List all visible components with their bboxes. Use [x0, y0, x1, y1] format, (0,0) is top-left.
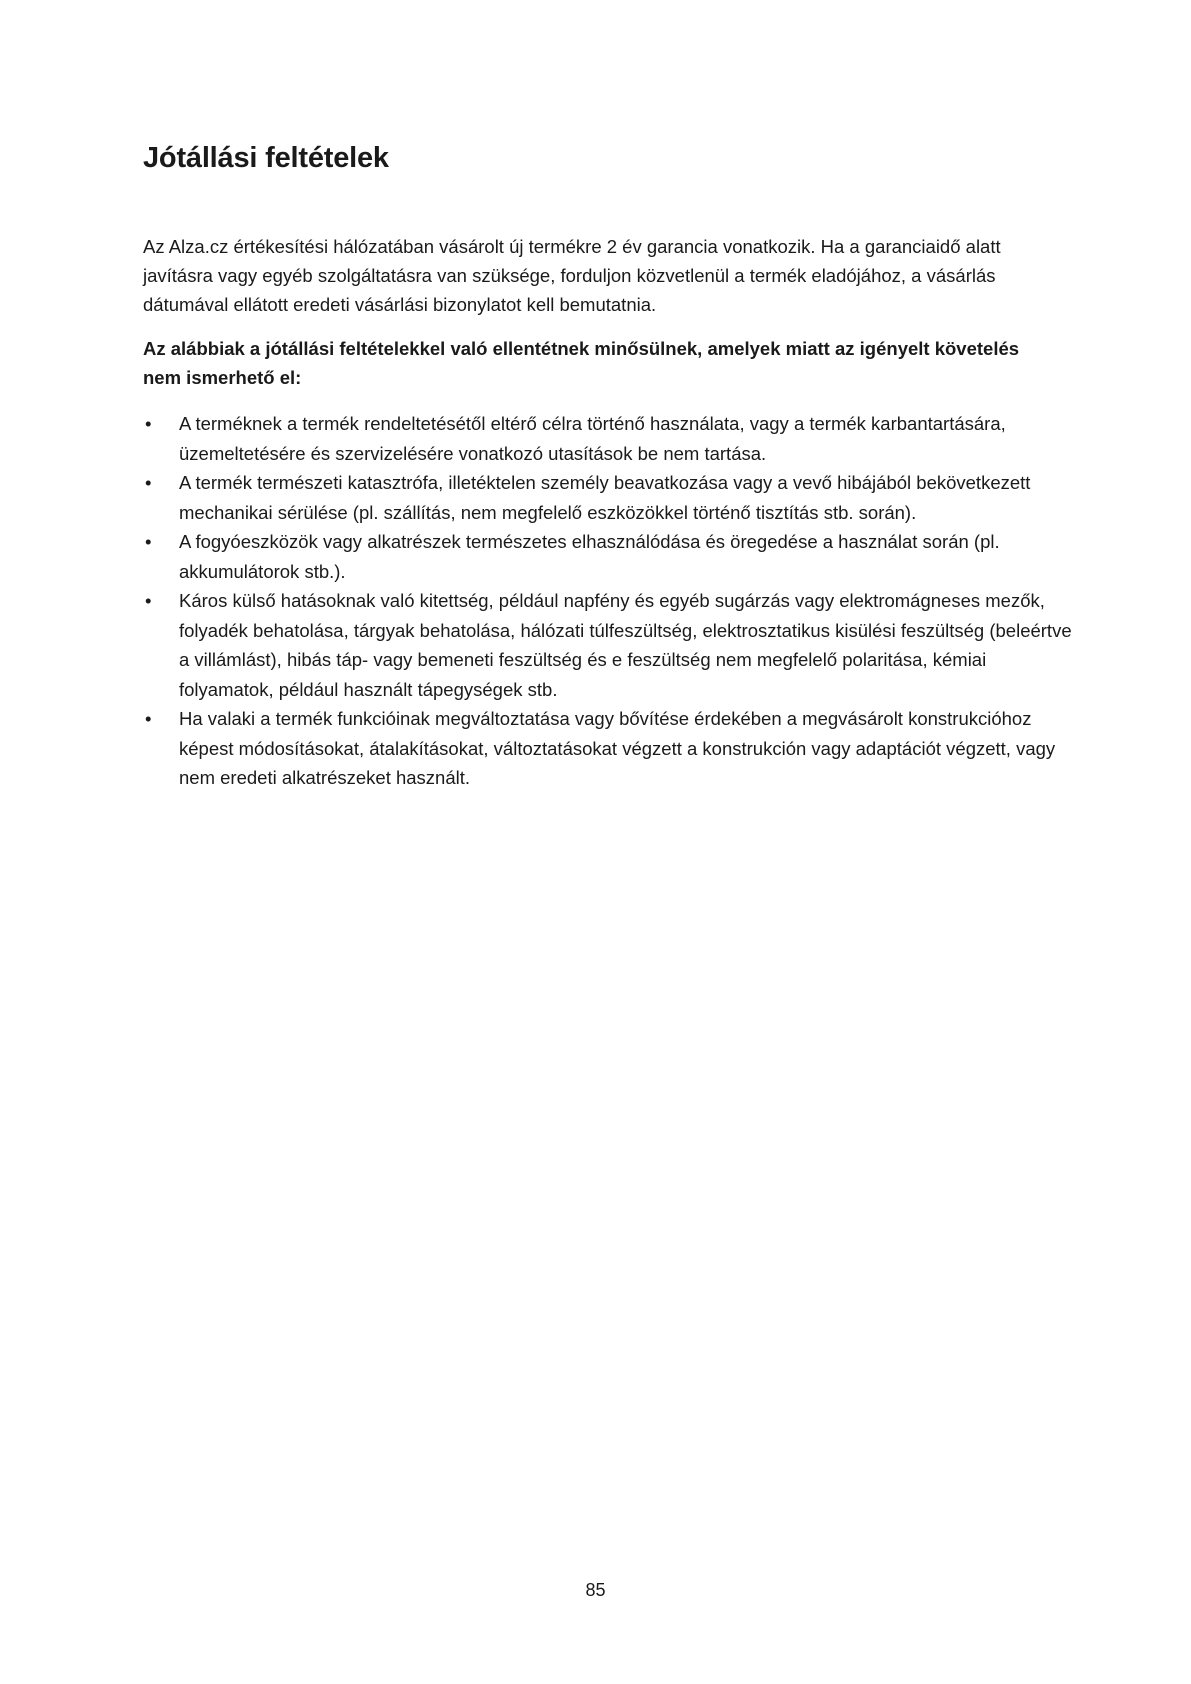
bullet-icon: •: [145, 708, 152, 729]
page-title: Jótállási feltételek: [143, 142, 389, 174]
list-item-text: Káros külső hatásoknak való kitettség, például napfény és egyéb sugárzás vagy elektromágneses mezők, folyadék behatolása, tárgyak behatolása, hálózati túlfeszültség, elektrosztatikus kisülési feszültség (beleértve a villámlást), hibás táp- vagy bemeneti feszültség és e feszültség nem megfelelő polaritása, kémiai folyamatok, például használt tápegységek stb.: [179, 590, 1072, 700]
list-item: [143, 586, 1073, 704]
bullet-icon: •: [145, 590, 152, 611]
list-item: [143, 409, 1073, 468]
intro-paragraph: Az Alza.cz értékesítési hálózatában vásárolt új termékre 2 év garancia vonatkozik. Ha a garanciaidő alatt javításra vagy egyéb szolgáltatásra van szüksége, forduljon közvetlenül a termék eladójához, a vásárlás dátumával ellátott eredeti vásárlási bizonylatot kell bemutatnia.: [143, 236, 1001, 315]
list-item: [143, 527, 1073, 586]
list-item-text: A termék természeti katasztrófa, illetéktelen személy beavatkozása vagy a vevő hibájából bekövetkezett mechanikai sérülése (pl. szállítás, nem megfelelő eszközökkel történő tisztítás stb. során).: [179, 472, 1031, 523]
list-item-text: A fogyóeszközök vagy alkatrészek természetes elhasználódása és öregedése a használat során (pl. akkumulátorok stb.).: [179, 531, 1000, 582]
page-number: 85: [585, 1580, 606, 1600]
list-item: [143, 468, 1073, 527]
bullet-icon: •: [145, 531, 152, 552]
bullet-icon: •: [145, 413, 152, 434]
list-item: [143, 704, 1073, 793]
conditions-lead: Az alábbiak a jótállási feltételekkel való ellentétnek minősülnek, amelyek miatt az igényelt követelés nem ismerhető el:: [143, 338, 1020, 388]
bullet-icon: •: [145, 472, 152, 493]
list-item-text: Ha valaki a termék funkcióinak megváltoztatása vagy bővítése érdekében a megvásárolt konstrukcióhoz képest módosításokat, átalakításokat, változtatásokat végzett a konstrukción vagy adaptációt végzett, vagy nem eredeti alkatrészeket használt.: [179, 708, 1056, 788]
list-item-text: A terméknek a termék rendeltetésétől eltérő célra történő használata, vagy a termék karbantartására, üzemeltetésére és szervizelésére vonatkozó utasítások be nem tartása.: [179, 413, 1006, 464]
warranty-exclusions-list: [143, 409, 1073, 793]
